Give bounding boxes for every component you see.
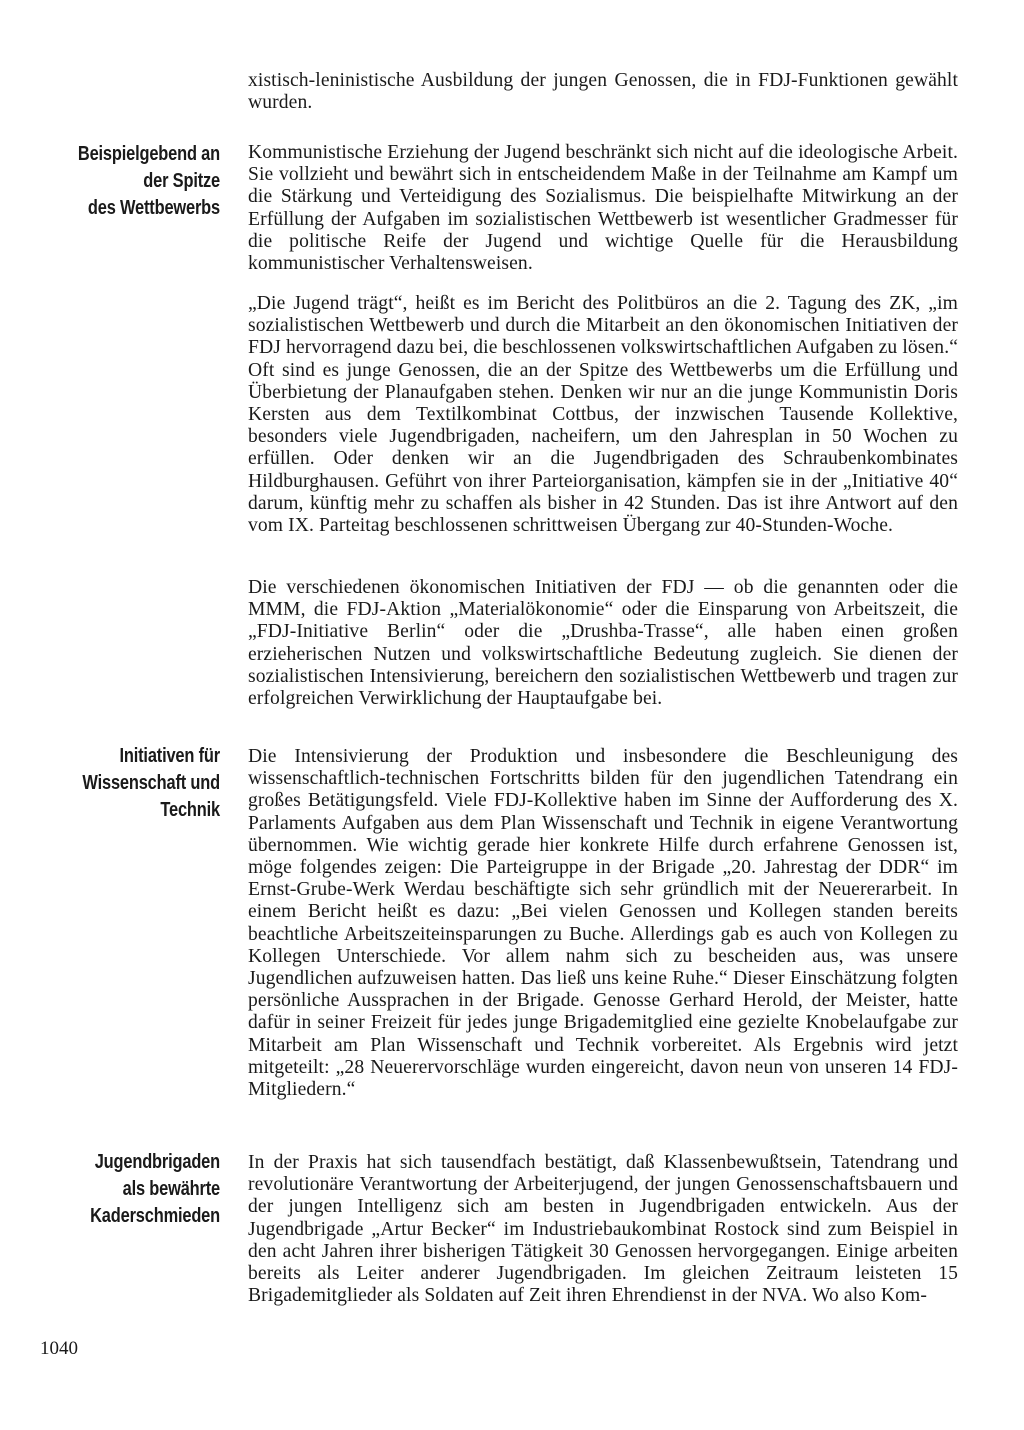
margin-heading-line: als bewährte [122, 1178, 220, 1200]
margin-heading-line: Kaderschmieden [90, 1205, 220, 1227]
page-number: 1040 [40, 1338, 78, 1359]
paragraph-communist-education: Kommunistische Erziehung der Jugend beschränkt sich nicht auf die ideologische Arbeit. Sie vollzieht und bewährt sich in entscheidendem Maße in der Teilnahme am Kampf um die Stärkung und Verteidigung des Sozialismus. Die beispielhafte Mitwirkung an der Erfüllung der Aufgaben im sozialistischen Wettbewerb ist wesentlicher Gradmesser für die politische Reife der Jugend und wichtige Quelle für die Herausbildung kommunistischer Verhaltensweisen. [248, 142, 958, 275]
paragraph-science-technology: Die Intensivierung der Produktion und insbesondere die Beschleunigung des wissenschaftlich-technischen Fortschritts bilden für den jugendlichen Tatendrang ein großes Betätigungsfeld. Viele FDJ-Kollektive haben im Sinne der Aufforderung des X. Parlaments Aufgaben aus dem Plan Wissenschaft und Technik in eigene Verantwortung übernommen. Wie wichtig gerade hier konkrete Hilfe durch erfahrene Genossen ist, möge folgendes zeigen: Die Parteigruppe in der Brigade „20. Jahrestag der DDR“ im Ernst-Grube-Werk Werdau beschäftigte sich sehr gründlich mit der Neuererarbeit. In einem Bericht heißt es dazu: „Bei vielen Genossen und Kollegen standen bereits beachtliche Arbeitszeiteinsparungen zu Buche. Allerdings gab es auch von Kollegen zu Kollegen Unterschiede. Vor allem nahm sich zu bescheiden aus, was unsere Jugendlichen aufzuweisen hatten. Das ließ uns keine Ruhe.“ Dieser Einschätzung folgten persönliche Aussprachen in der Brigade. Genosse Gerhard Herold, der Meister, hatte dafür in seiner Freizeit für jedes junge Brigademitglied eine gezielte Knobelaufgabe zur Mitarbeit am Plan Wissenschaft und Technik vorbereitet. Als Ergebnis wird jetzt mitgeteilt: „28 Neuerervorschläge wurden eingereicht, davon neun von unseren 14 FDJ-Mitgliedern.“ [248, 746, 958, 1101]
margin-heading-line: Initiativen für [119, 745, 220, 767]
paragraph-youth-contribution: „Die Jugend trägt“, heißt es im Bericht des Politbüros an die 2. Tagung des ZK, „im sozialistischen Wettbewerb und durch die Mitarbeit an den ökonomischen Initiativen der FDJ hervorragend dazu bei, die beschlossenen volkswirtschaftlichen Aufgaben zu lösen.“ Oft sind es junge Genossen, die an der Spitze des Wettbewerbs um die Erfüllung und Überbietung der Planaufgaben stehen. Denken wir nur an die junge Kommunistin Doris Kersten aus dem Textilkombinat Cottbus, der inzwischen Tausende Kollektive, besonders viele Jugendbrigaden, nacheifern, um den Jahresplan in 50 Wochen zu erfüllen. Oder denken wir an die Jugendbrigaden des Schraubenkombinates Hildburghausen. Geführt von ihrer Parteiorganisation, kämpfen sie in der „Initiative 40“ darum, künftig mehr zu schaffen als bisher in 42 Stunden. Das ist ihre Antwort auf den vom IX. Parteitag beschlossenen schrittweisen Übergang zur 40-Stunden-Woche. [248, 293, 958, 537]
margin-heading-line: Beispielgebend an [77, 143, 220, 165]
margin-heading-line: Technik [160, 799, 220, 821]
paragraph-economic-initiatives: Die verschiedenen ökonomischen Initiativen der FDJ — ob die genannten oder die MMM, die FDJ-Aktion „Materialökonomie“ oder die Einsparung von Arbeitszeit, die „FDJ-Initiative Berlin“ oder die „Drushba-Trasse“, alle haben einen großen erzieherischen Nutzen und volkswirtschaftliche Bedeutung zugleich. Sie dienen der sozialistischen Intensivierung, bereichern den sozialistischen Wettbewerb und tragen zur erfolgreichen Verwirklichung der Hauptaufgabe bei. [248, 577, 958, 710]
margin-heading-line: des Wettbewerbs [87, 197, 220, 219]
margin-heading-line: Jugendbrigaden [94, 1151, 220, 1173]
margin-heading-line: Wissenschaft und [82, 772, 220, 794]
margin-heading-competition [56, 141, 220, 222]
paragraph-youth-brigades: In der Praxis hat sich tausendfach bestätigt, daß Klassenbewußtsein, Tatendrang und revolutionäre Verantwortung der Arbeiterjugend, der jungen Genossenschaftsbauern und der jungen Intelligenz sich am besten in Jugendbrigaden entwickeln. Aus der Jugendbrigade „Artur Becker“ im Industriebaukombinat Rostock sind zum Beispiel in den acht Jahren ihrer bisherigen Tätigkeit 30 Genossen hervorgegangen. Einige arbeiten bereits als Leiter anderer Jugendbrigaden. Im gleichen Zeitraum leisteten 15 Brigademitglieder als Soldaten auf Zeit ihren Ehrendienst in der NVA. Wo also Kom- [248, 1152, 958, 1307]
margin-heading-brigades [56, 1149, 220, 1230]
margin-heading-science [56, 743, 220, 824]
margin-heading-line: der Spitze [143, 170, 220, 192]
paragraph-continuation: xistisch-leninistische Ausbildung der jungen Genossen, die in FDJ-Funktionen gewählt wurden. [248, 70, 958, 114]
